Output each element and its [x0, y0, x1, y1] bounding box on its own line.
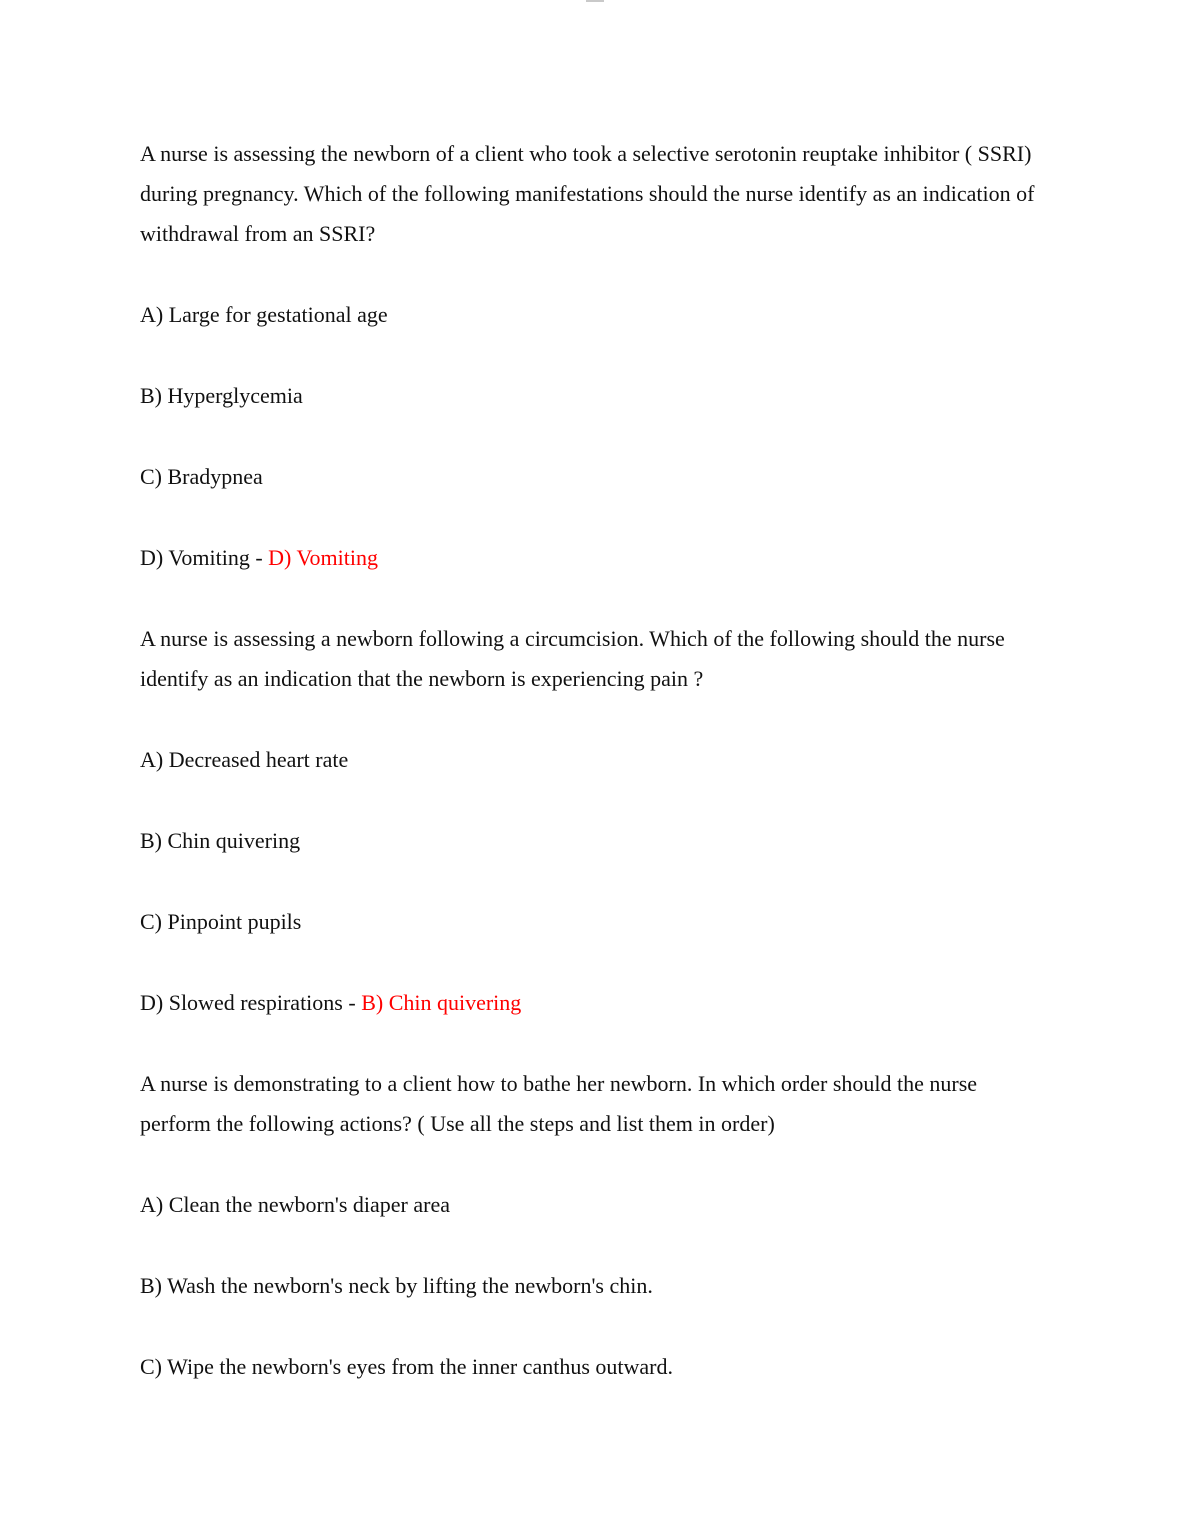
question-1-answer: D) Vomiting: [268, 545, 378, 570]
document-page: [140, 134, 1040, 1428]
question-1-option-d: D) Vomiting -: [140, 545, 269, 570]
question-1-option-d-line: [140, 538, 1040, 578]
question-3-option-b: B) Wash the newborn's neck by lifting the newborn's chin.: [140, 1273, 653, 1298]
question-2-option-b: B) Chin quivering: [140, 828, 301, 853]
page-header-mark: [586, 0, 604, 2]
question-2-stem: A nurse is assessing a newborn following a circumcision. Which of the following should the nurse identify as an indication that the newborn is experiencing pain ?: [140, 626, 1005, 691]
question-2-answer: B) Chin quivering: [361, 990, 522, 1015]
question-1-stem: A nurse is assessing the newborn of a client who took a selective serotonin reuptake inhibitor ( SSRI) during pregnancy. Which of the following manifestations should the nurse identify as an indication of withdrawal from an SSRI?: [140, 141, 1035, 246]
question-2-option-d: D) Slowed respirations -: [140, 990, 362, 1015]
question-3-option-a: A) Clean the newborn's diaper area: [140, 1192, 450, 1217]
question-1-option-a: A) Large for gestational age: [140, 302, 388, 327]
question-2-option-a: A) Decreased heart rate: [140, 747, 349, 772]
question-2-option-d-line: [140, 983, 1040, 1023]
question-2-option-c: C) Pinpoint pupils: [140, 909, 302, 934]
question-1-option-c: C) Bradypnea: [140, 464, 263, 489]
question-3-stem: A nurse is demonstrating to a client how to bathe her newborn. In which order should the nurse perform the following actions? ( Use all the steps and list them in order): [140, 1071, 978, 1136]
question-1-option-b: B) Hyperglycemia: [140, 383, 303, 408]
question-3-option-c: C) Wipe the newborn's eyes from the inner canthus outward.: [140, 1354, 673, 1379]
